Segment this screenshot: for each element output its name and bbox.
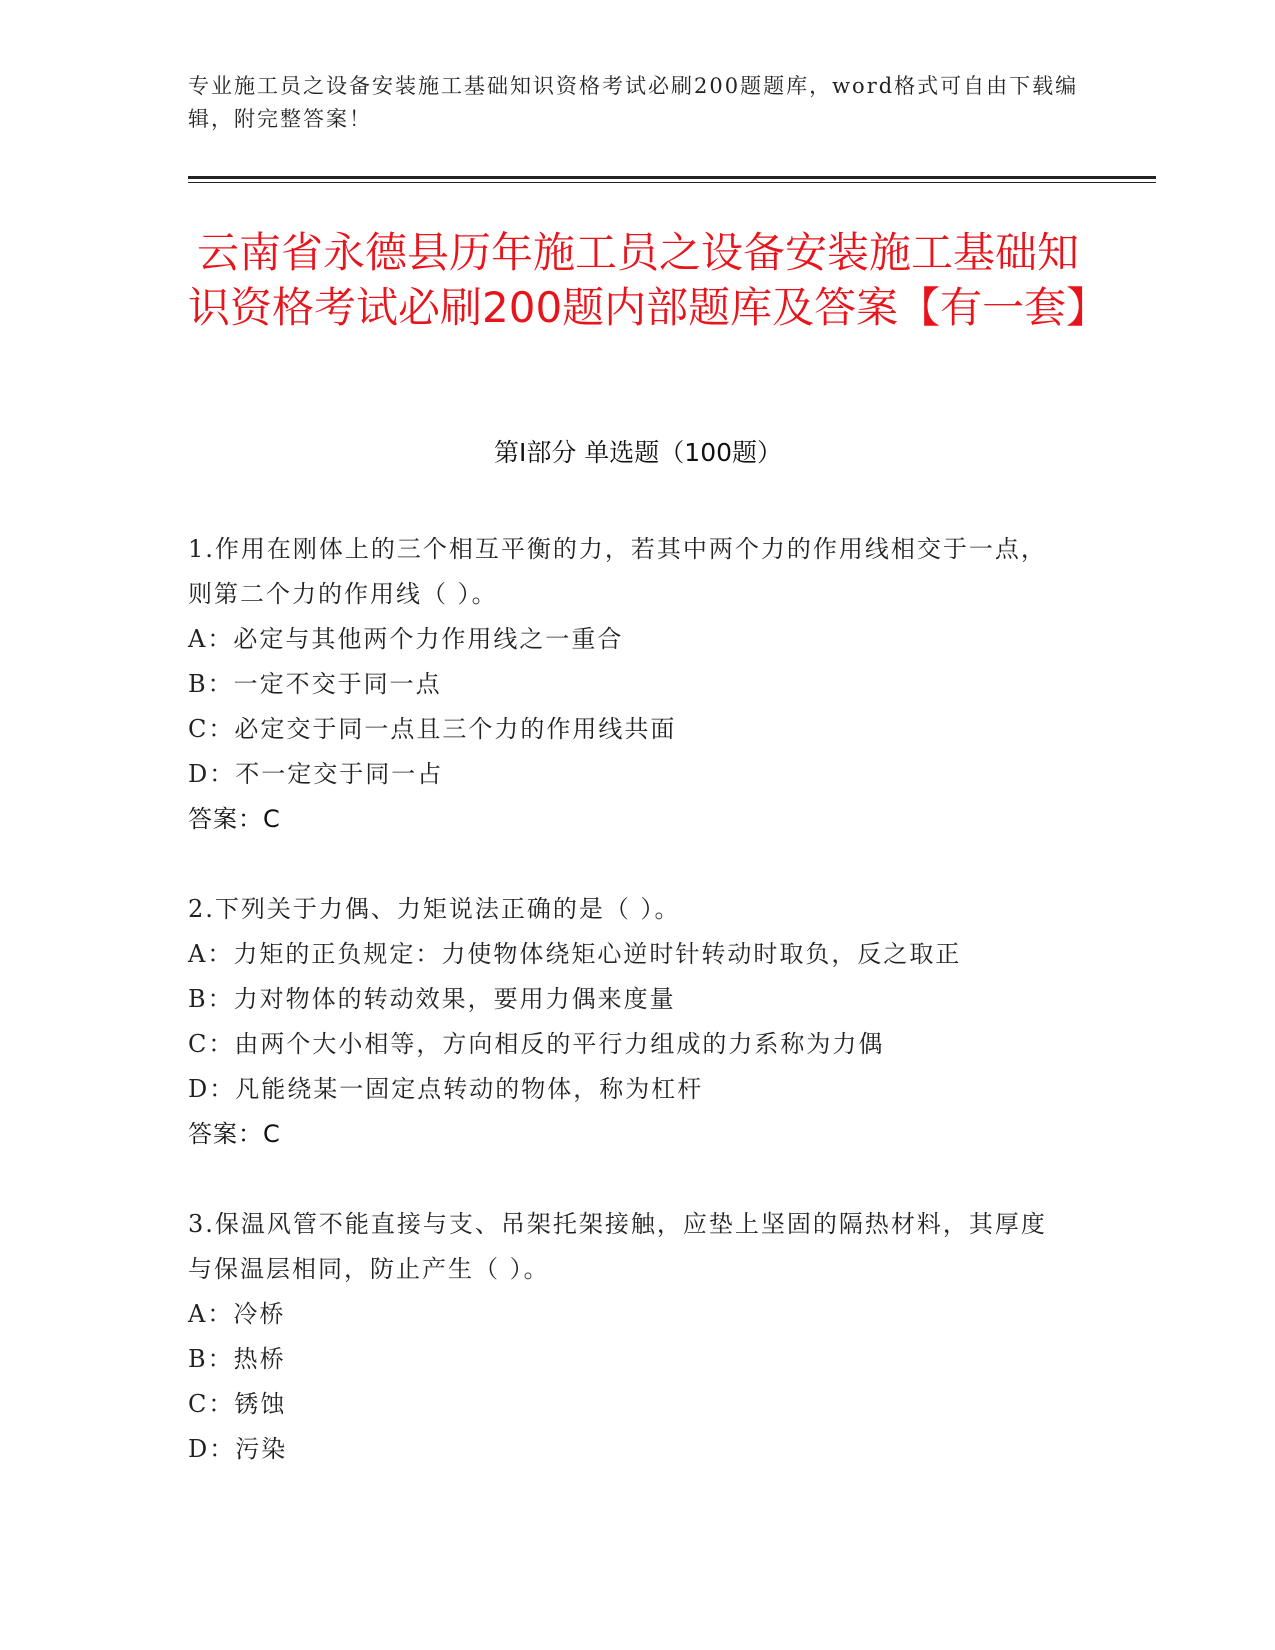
option-a: A：冷桥 xyxy=(188,1300,286,1328)
option-d: D：污染 xyxy=(188,1435,288,1463)
header-rule-thin xyxy=(188,182,1156,183)
question-stem: 3.保温风管不能直接与支、吊架托架接触，应垫上坚固的隔热材料，其厚度与保温层相同，防止产生（ ）。 xyxy=(188,1210,1047,1283)
question-stem: 2.下列关于力偶、力矩说法正确的是（ ）。 xyxy=(188,895,681,923)
question-1 xyxy=(188,527,1068,842)
question-3 xyxy=(188,1202,1068,1472)
header-rule-thick xyxy=(188,176,1156,179)
question-list xyxy=(188,527,1068,1517)
option-c: C：必定交于同一点且三个力的作用线共面 xyxy=(188,715,677,743)
option-a: A：力矩的正负规定：力使物体绕矩心逆时针转动时取负，反之取正 xyxy=(188,940,962,968)
option-d: D：不一定交于同一占 xyxy=(188,760,444,788)
option-c: C：由两个大小相等，方向相反的平行力组成的力系称为力偶 xyxy=(188,1030,885,1058)
document-title: 云南省永德县历年施工员之设备安装施工基础知识资格考试必刷200题内部题库及答案【有一套】 xyxy=(188,228,1109,332)
answer: 答案：C xyxy=(188,805,281,833)
option-d: D：凡能绕某一固定点转动的物体，称为杠杆 xyxy=(188,1075,704,1103)
option-a: A：必定与其他两个力作用线之一重合 xyxy=(188,625,624,653)
option-b: B：热桥 xyxy=(188,1345,286,1373)
option-b: B：一定不交于同一点 xyxy=(188,670,442,698)
header-note: 专业施工员之设备安装施工基础知识资格考试必刷200题题库，word格式可自由下载编辑，附完整答案！ xyxy=(188,74,1079,131)
option-c: C：锈蚀 xyxy=(188,1390,287,1418)
answer: 答案：C xyxy=(188,1120,281,1148)
section-title: 第Ⅰ部分 单选题（100题） xyxy=(493,438,783,467)
option-b: B：力对物体的转动效果，要用力偶来度量 xyxy=(188,985,676,1013)
question-2 xyxy=(188,887,1068,1157)
question-stem: 1.作用在刚体上的三个相互平衡的力，若其中两个力的作用线相交于一点，则第二个力的作用线（ ）。 xyxy=(188,535,1047,608)
